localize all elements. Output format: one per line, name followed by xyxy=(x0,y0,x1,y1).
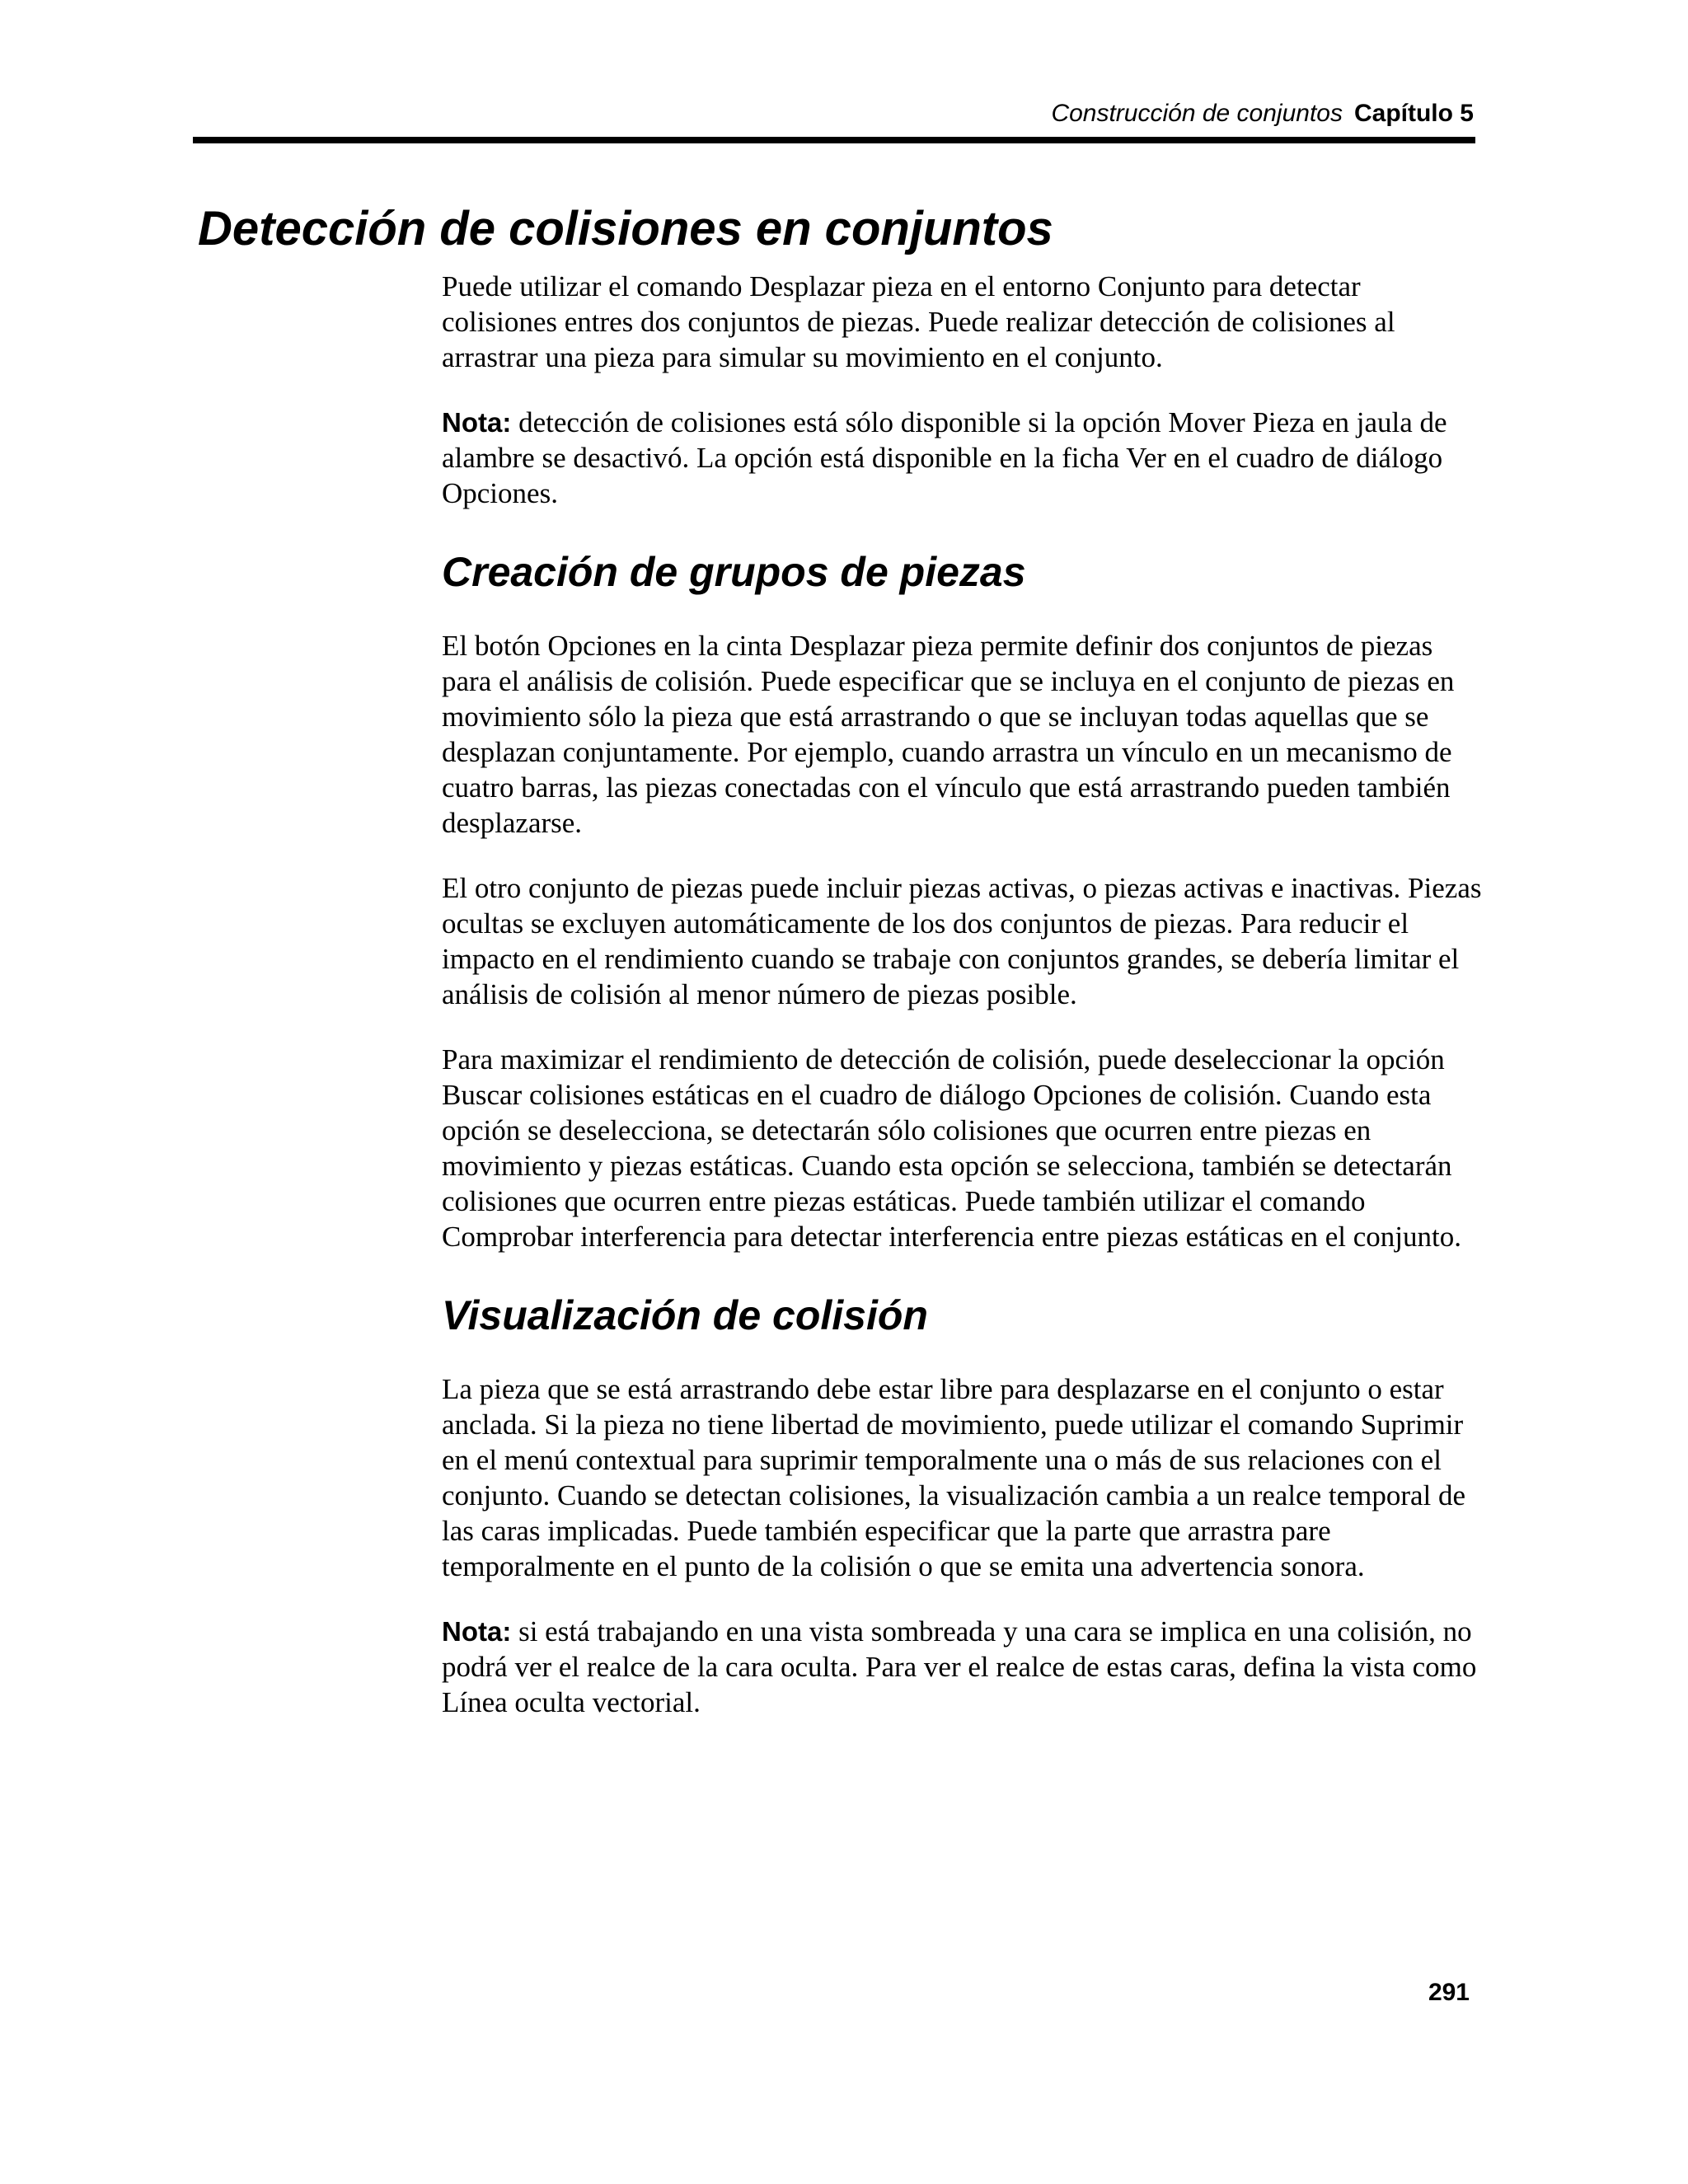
page-title: Detección de colisiones en conjuntos xyxy=(198,202,1053,255)
section-heading-grupos: Creación de grupos de piezas xyxy=(442,549,1026,595)
section1-paragraph-3: Para maximizar el rendimiento de detección de colisión, puede deseleccionar la opción Buscar colisiones estáticas en el cuadro de diálogo Opciones de colisión. Cuando esta opción se deselecciona, se detectarán sólo colisiones que ocurren entre piezas en movimiento y piezas estáticas. Cuando esta opción se selecciona, también se detectarán colisiones que ocurren entre piezas estáticas. Puede también utilizar el comando Comprobar interferencia para detectar interferencia entre piezas estáticas en el conjunto. xyxy=(442,1043,1461,1253)
intro-note xyxy=(442,405,1482,511)
running-header-section: Construcción de conjuntos xyxy=(1051,100,1343,127)
header-rule xyxy=(193,137,1475,143)
note-label: Nota: xyxy=(442,1616,512,1647)
running-header-chapter: Capítulo 5 xyxy=(1353,100,1474,127)
section2-note xyxy=(442,1614,1482,1720)
note-text: si está trabajando en una vista sombreada y una cara se implica en una colisión, no podrá ver el realce de la cara oculta. Para ver el realce de estas caras, defina la vista como Línea oculta vectorial. xyxy=(442,1615,1477,1718)
running-header xyxy=(1051,97,1474,130)
section1-paragraph-2: El otro conjunto de piezas puede incluir piezas activas, o piezas activas e inactivas. Piezas ocultas se excluyen automáticamente de los dos conjuntos de piezas. Para reducir el impacto en el rendimiento cuando se trabaje con conjuntos grandes, se debería limitar el análisis de colisión al menor número de piezas posible. xyxy=(442,872,1482,1010)
section-heading-visualizacion: Visualización de colisión xyxy=(442,1292,928,1338)
page-number: 291 xyxy=(1428,1979,1470,2006)
body-content xyxy=(442,269,1482,1750)
note-text: detección de colisiones está sólo disponible si la opción Mover Pieza en jaula de alambre se desactivó. La opción está disponible en la ficha Ver en el cuadro de diálogo Opciones. xyxy=(442,406,1447,509)
section1-paragraph-1: El botón Opciones en la cinta Desplazar pieza permite definir dos conjuntos de piezas para el análisis de colisión. Puede especificar que se incluya en el conjunto de piezas en movimiento sólo la pieza que está arrastrando o que se incluyan todas aquellas que se desplazan conjuntamente. Por ejemplo, cuando arrastra un vínculo en un mecanismo de cuatro barras, las piezas conectadas con el vínculo que está arrastrando pueden también desplazarse. xyxy=(442,630,1455,839)
note-label: Nota: xyxy=(442,407,512,438)
section2-paragraph: La pieza que se está arrastrando debe estar libre para desplazarse en el conjunto o estar anclada. Si la pieza no tiene libertad de movimiento, puede utilizar el comando Suprimir en el menú contextual para suprimir temporalmente una o más de sus relaciones con el conjunto. Cuando se detectan colisiones, la visualización cambia a un realce temporal de las caras implicadas. Puede también especificar que la parte que arrastra pare temporalmente en el punto de la colisión o que se emita una advertencia sonora. xyxy=(442,1373,1466,1582)
intro-paragraph: Puede utilizar el comando Desplazar pieza en el entorno Conjunto para detectar colisiones entres dos conjuntos de piezas. Puede realizar detección de colisiones al arrastrar una pieza para simular su movimiento en el conjunto. xyxy=(442,270,1395,373)
